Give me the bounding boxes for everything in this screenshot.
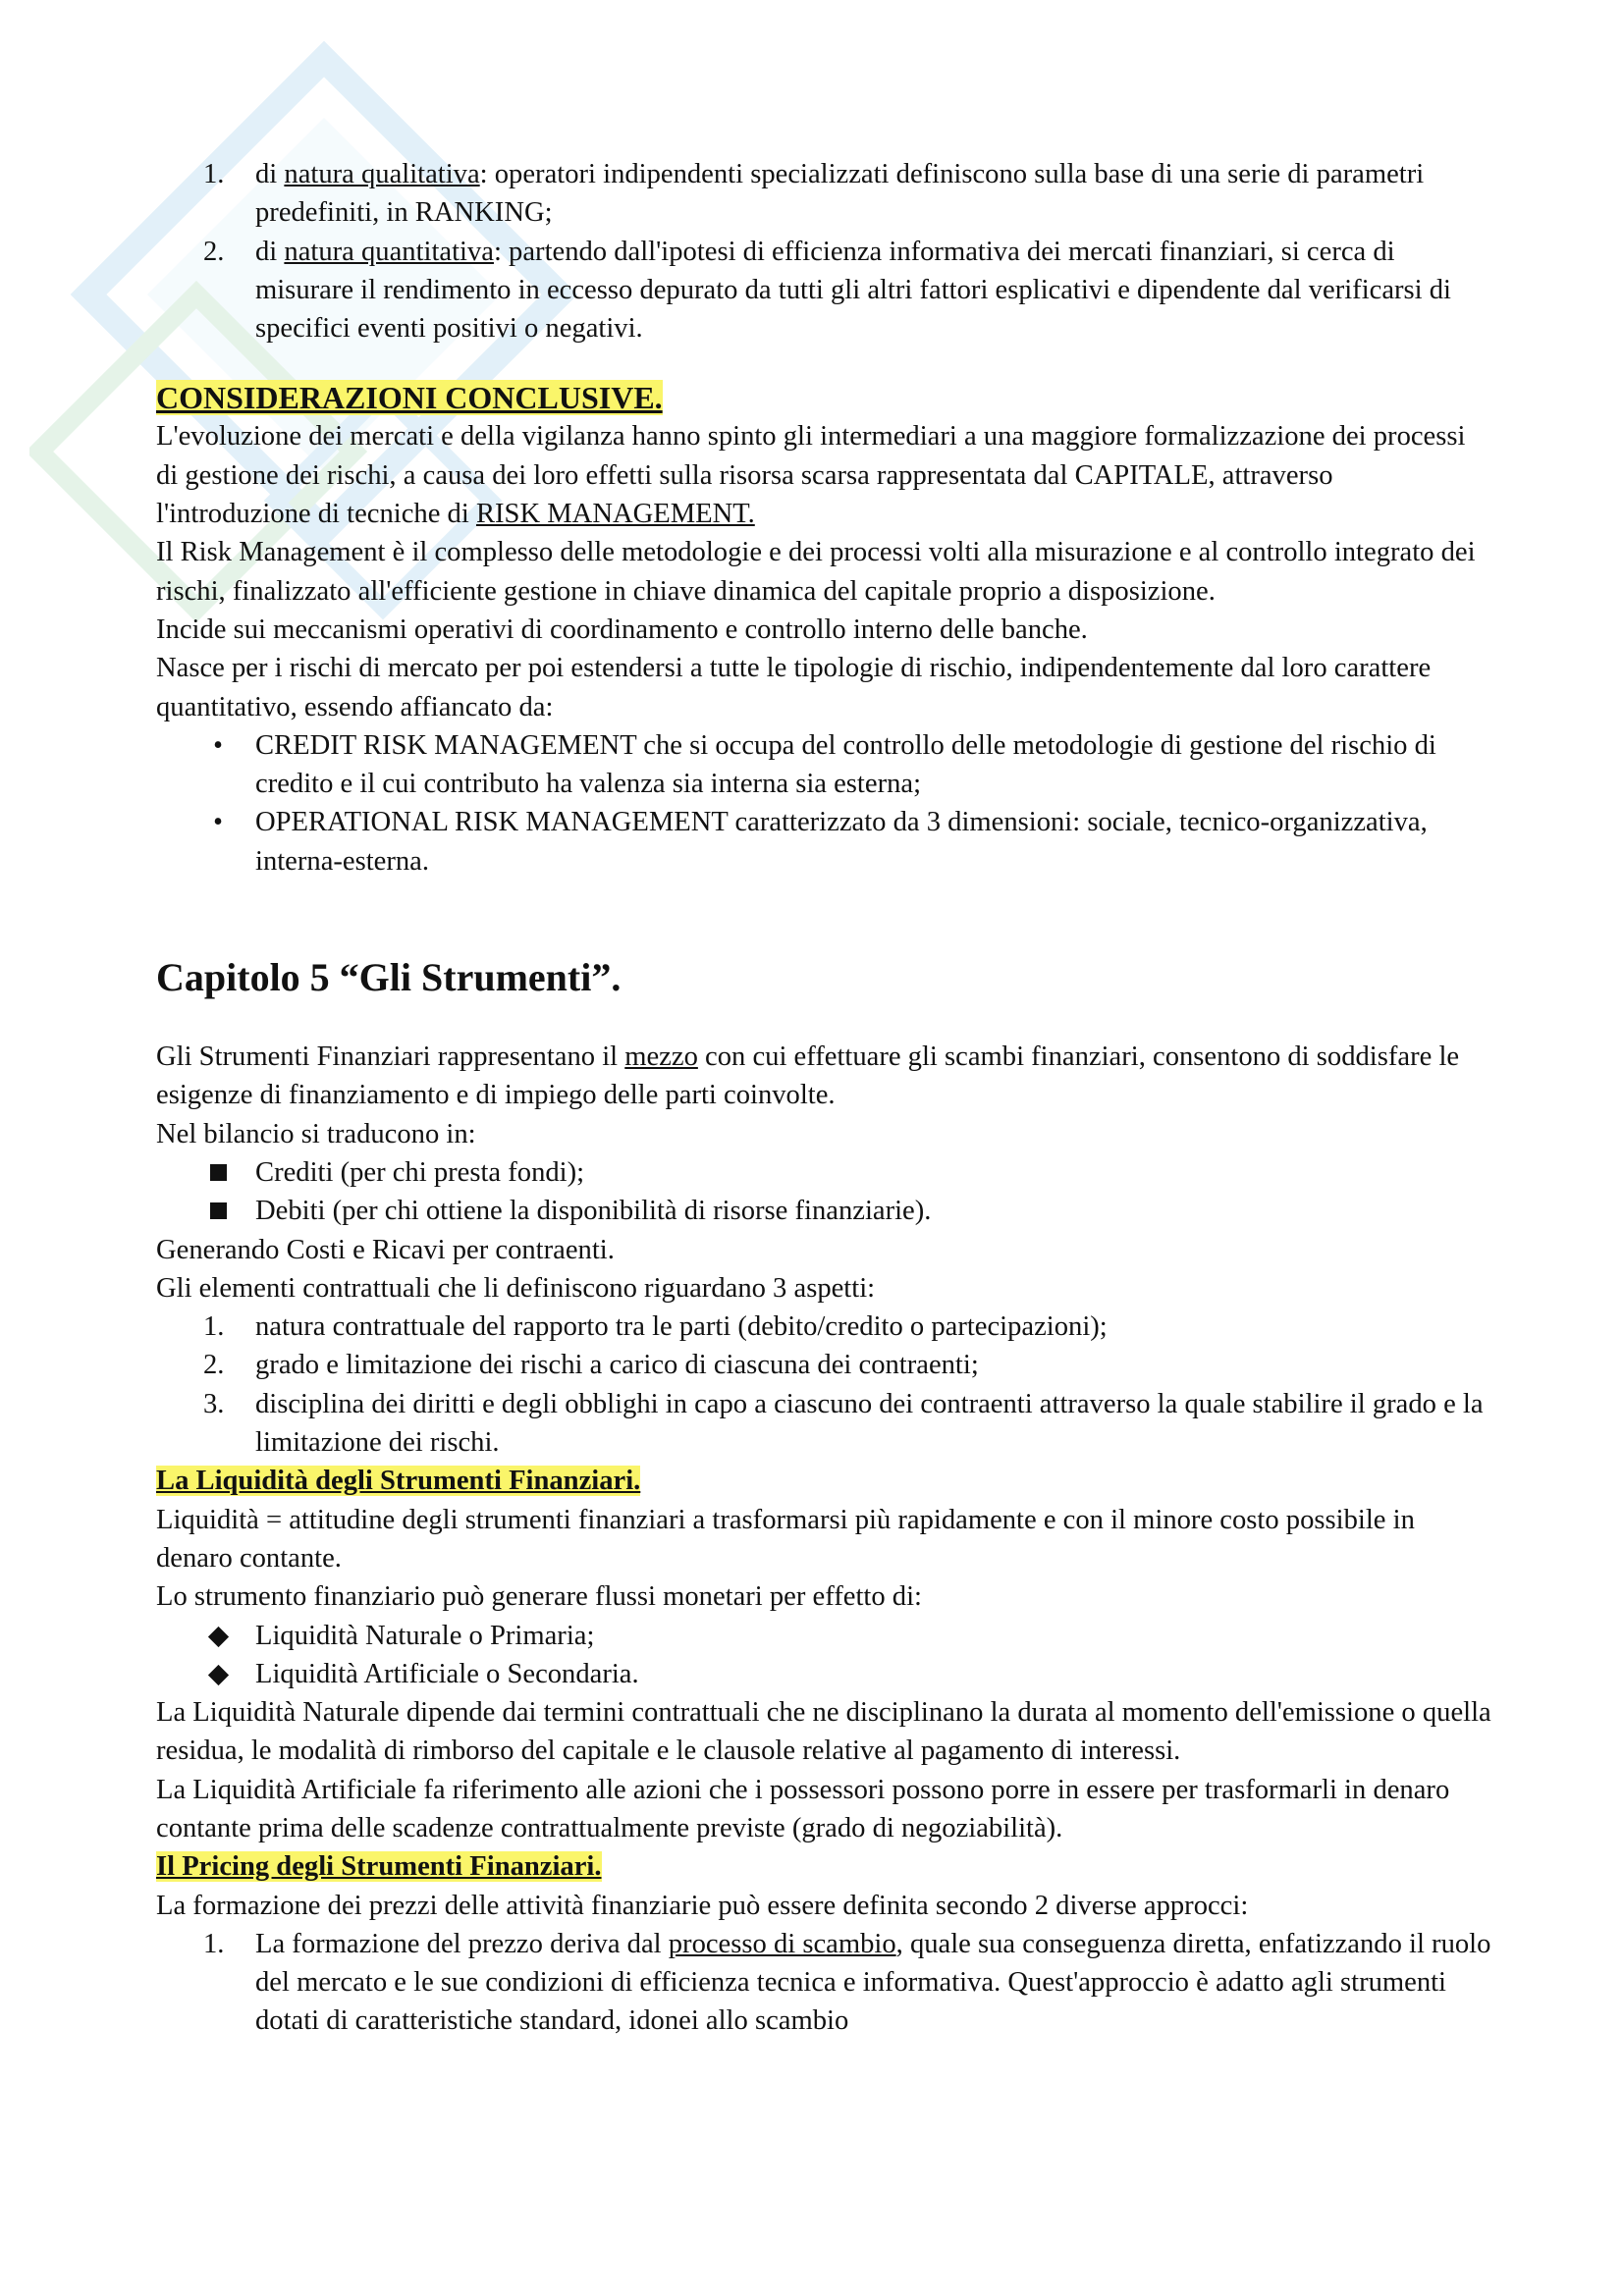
paragraph: Nasce per i rischi di mercato per poi estendersi a tutte le tipologie di rischio, indipendentemente dal loro carattere quantitativo, essendo affiancato da:: [156, 653, 1432, 722]
text: L'evoluzione dei mercati e della vigilanza hanno spinto gli intermediari a una maggiore formalizzazione dei processi di gestione dei rischi, a causa dei loro effetti sulla risorsa scarsa rappresentata dal CAPITALE, attraverso l'introduzione di tecniche di: [156, 421, 1466, 530]
diamond-bullet-icon: [203, 1617, 233, 1655]
heading-text: Il Pricing degli Strumenti Finanziari.: [156, 1851, 602, 1883]
list-number: 1.: [203, 159, 225, 189]
aspetti-list: [156, 1308, 1491, 1462]
paragraph: Generando Costi e Ricavi per contraenti.: [156, 1234, 615, 1265]
bullet-marker: •: [213, 729, 223, 761]
text: : operatori indipendenti specializzati definiscono sulla base di una serie di parametri predefiniti, in RANKING;: [255, 159, 1425, 229]
diamond-bullet-list: [156, 1617, 1491, 1694]
list-item: [156, 726, 1491, 804]
text: di: [255, 159, 285, 189]
text: natura contrattuale del rapporto tra le parti (debito/credito o partecipazioni);: [255, 1311, 1108, 1343]
text: CREDIT RISK MANAGEMENT che si occupa del controllo delle metodologie di gestione del rischio di credito e il cui contributo ha valenza sia interna sia esterna;: [255, 729, 1436, 800]
text: Liquidità Naturale o Primaria;: [255, 1620, 595, 1651]
intro-list: [156, 155, 1491, 347]
list-number: 1.: [203, 1311, 225, 1343]
list-item: [156, 803, 1491, 881]
paragraph: Gli elementi contrattuali che li definiscono riguardano 3 aspetti:: [156, 1272, 876, 1304]
bullet-marker: •: [213, 807, 223, 838]
text: La formazione del prezzo deriva dal: [255, 1928, 669, 1959]
list-item: [156, 1153, 1491, 1192]
list-item: [156, 1308, 1491, 1346]
paragraph: Liquidità = attitudine degli strumenti finanziari a trasformarsi più rapidamente e con il minore costo possibile in denaro contante.: [156, 1504, 1415, 1574]
text: : partendo dall'ipotesi di efficienza informativa dei mercati finanziari, si cerca di misurare il rendimento in eccesso depurato da tutti gli altri fattori esplicativi e dipendente dal verificarsi di specifici eventi positivi o negativi.: [255, 236, 1451, 345]
list-item: [156, 1192, 1491, 1230]
heading-text: La Liquidità degli Strumenti Finanziari.: [156, 1466, 641, 1497]
section-heading-conclusioni: [156, 378, 1491, 417]
paragraph: La Liquidità Artificiale fa riferimento alle azioni che i possessori possono porre in essere per trasformarli in denaro contante prima delle scadenze contrattualmente previste (grado di negoziabilità).: [156, 1774, 1450, 1843]
paragraph: La formazione dei prezzi delle attività finanziarie può essere definita secondo 2 diverse approcci:: [156, 1890, 1249, 1921]
square-bullet-icon: [203, 1153, 233, 1192]
list-number: 2.: [203, 236, 225, 267]
text: grado e limitazione dei rischi a carico di ciascuna dei contraenti;: [255, 1350, 979, 1381]
list-item: [156, 1617, 1491, 1655]
list-item: [156, 1385, 1491, 1463]
list-item: [156, 1655, 1491, 1693]
paragraph: Nel bilancio si traducono in:: [156, 1118, 476, 1149]
text: con cui effettuare gli scambi finanziari, consentono di soddisfare le esigenze di finanziamento e di impiego delle parti coinvolte.: [156, 1041, 1460, 1111]
section-heading-pricing: [156, 1847, 1491, 1886]
paragraph: Lo strumento finanziario può generare flussi monetari per effetto di:: [156, 1581, 922, 1613]
list-item: [156, 155, 1491, 233]
list-number: 2.: [203, 1350, 225, 1381]
paragraph: [156, 417, 1491, 533]
text: disciplina dei diritti e degli obblighi in capo a ciascuno dei contraenti attraverso la quale stabilire il grado e la limitazione dei rischi.: [255, 1388, 1484, 1459]
text: OPERATIONAL RISK MANAGEMENT caratterizzato da 3 dimensioni: sociale, tecnico-organizzativa, interna-esterna.: [255, 807, 1428, 877]
underlined-term: natura quantitativa: [284, 236, 494, 267]
underlined-term: mezzo: [624, 1041, 698, 1073]
section-heading-liquidita: [156, 1462, 1491, 1500]
paragraph: Incide sui meccanismi operativi di coordinamento e controllo interno delle banche.: [156, 614, 1088, 645]
chapter-title: Capitolo 5 “Gli Strumenti”.: [156, 955, 622, 1000]
text: Crediti (per chi presta fondi);: [255, 1156, 585, 1188]
list-number: 1.: [203, 1928, 225, 1959]
heading-text: CONSIDERAZIONI CONCLUSIVE.: [156, 380, 663, 416]
paragraph: [156, 1038, 1491, 1115]
list-item: [156, 233, 1491, 348]
document-content: [156, 155, 1491, 2041]
list-item: [156, 1925, 1491, 2041]
underlined-term: RISK MANAGEMENT.: [475, 499, 755, 530]
diamond-bullet-icon: [203, 1655, 233, 1693]
list-item: [156, 1346, 1491, 1384]
list-number: 3.: [203, 1388, 225, 1419]
square-bullet-list: [156, 1153, 1491, 1231]
bullet-list: [156, 726, 1491, 881]
paragraph: Il Risk Management è il complesso delle metodologie e dei processi volti alla misurazione e al controllo integrato dei rischi, finalizzato all'efficiente gestione in chiave dinamica del capitale proprio a disposizione.: [156, 537, 1476, 607]
underlined-term: processo di scambio: [668, 1928, 896, 1959]
underlined-term: natura qualitativa: [284, 159, 480, 189]
text: Debiti (per chi ottiene la disponibilità di risorse finanziarie).: [255, 1196, 932, 1227]
text: di: [255, 236, 285, 267]
text: Liquidità Artificiale o Secondaria.: [255, 1658, 639, 1689]
pricing-list: [156, 1925, 1491, 2041]
paragraph: La Liquidità Naturale dipende dai termini contrattuali che ne disciplinano la durata al momento dell'emissione o quella residua, le modalità di rimborso del capitale e le clausole relative al pagamento di interessi.: [156, 1697, 1491, 1767]
text: Gli Strumenti Finanziari rappresentano il: [156, 1041, 625, 1073]
text: , quale sua conseguenza diretta, enfatizzando il ruolo del mercato e le sue condizioni di efficienza tecnica e informativa. Quest'approccio è adatto agli strumenti dotati di caratteristiche standard, idonei allo scambio: [255, 1928, 1491, 2037]
square-bullet-icon: [203, 1192, 233, 1230]
